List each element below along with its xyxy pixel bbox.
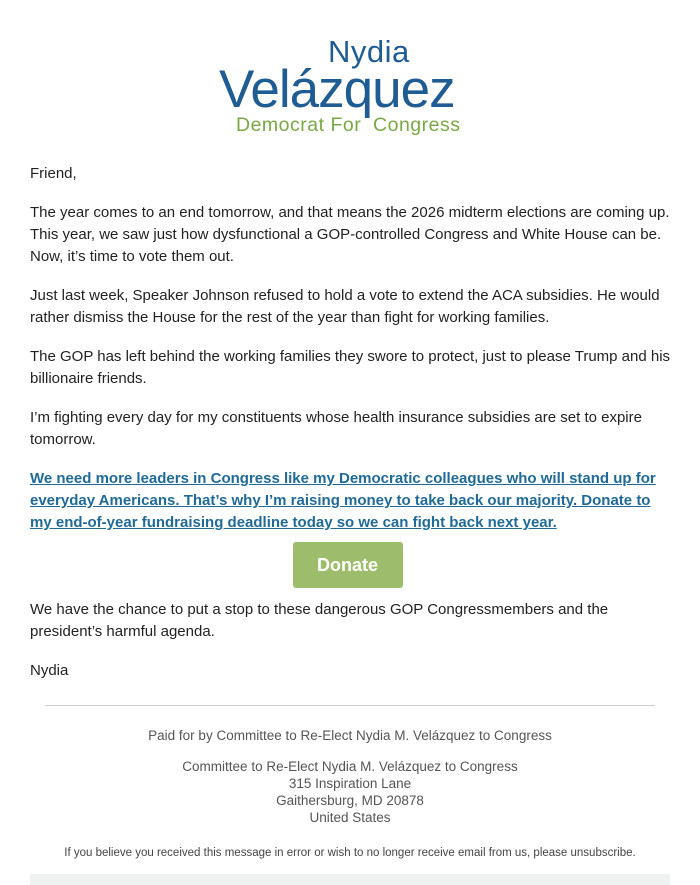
greeting: Friend,: [30, 165, 77, 182]
donate-cta-link[interactable]: We need more leaders in Congress like my Democratic colleagues who will stand up for everyday Americans. That’s why I’m raising money to take back our majority. Donate to my end-of-year fundraising deadline today so we can fight back next year.: [30, 470, 656, 531]
signature: Nydia: [30, 662, 69, 679]
address-city: Gaithersburg, MD 20878: [276, 793, 424, 808]
campaign-logo: [0, 30, 700, 140]
paragraph-4: I’m fighting every day for my constituents whose health insurance subsidies are set to expire tomorrow.: [30, 409, 642, 448]
unsubscribe-notice[interactable]: If you believe you received this message in error or wish to no longer receive email from us, please unsubscribe.: [64, 847, 636, 859]
paragraph-2: Just last week, Speaker Johnson refused to hold a vote to extend the ACA subsidies. He would rather dismiss the House for the rest of the year than fight for working families.: [30, 287, 660, 326]
paid-for-disclaimer: Paid for by Committee to Re-Elect Nydia M. Velázquez to Congress: [148, 728, 552, 743]
address-committee: Committee to Re-Elect Nydia M. Velázquez to Congress: [182, 759, 518, 774]
address-street: 315 Inspiration Lane: [288, 776, 412, 791]
donate-button[interactable]: Donate: [293, 542, 403, 588]
bottom-bar: [30, 874, 670, 885]
donate-button-container: [25, 542, 670, 588]
address-country: United States: [309, 810, 391, 825]
logo-tagline: Democrat For Congress: [236, 114, 461, 136]
paragraph-1: The year comes to an end tomorrow, and that means the 2026 midterm elections are coming up. This year, we saw just how dysfunctional a GOP-controlled Congress and White House can be. Now, it’s time to vote them out.: [30, 204, 670, 265]
mailing-address: [0, 758, 700, 826]
footer-divider: [45, 705, 655, 706]
email-body: [30, 163, 675, 699]
logo-first-name: Nydia: [328, 34, 410, 69]
logo-last-name: Velázquez: [219, 60, 455, 119]
closing-paragraph: We have the chance to put a stop to these dangerous GOP Congressmembers and the president’s harmful agenda.: [30, 601, 609, 640]
paragraph-3: The GOP has left behind the working families they swore to protect, just to please Trump and his billionaire friends.: [30, 348, 671, 387]
